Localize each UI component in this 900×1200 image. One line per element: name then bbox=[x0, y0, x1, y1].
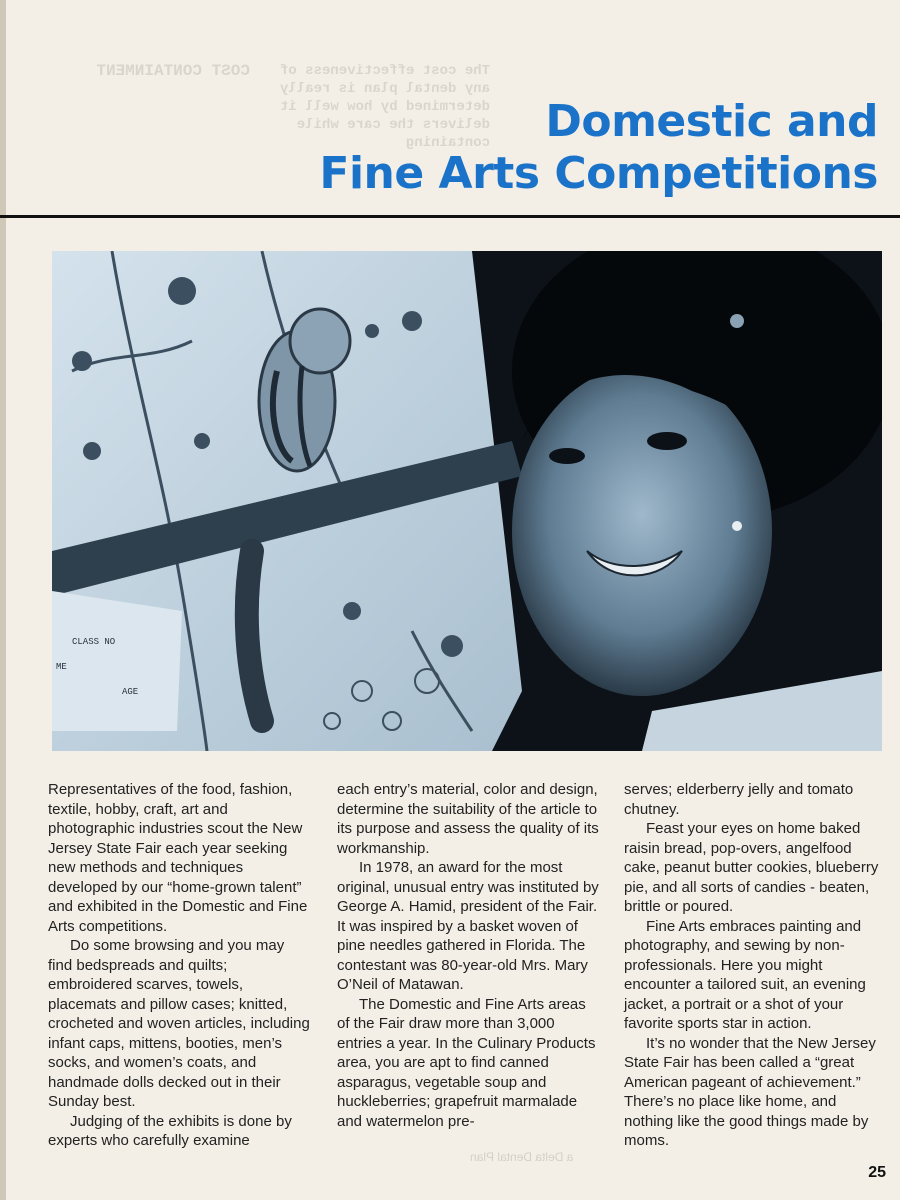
article-column-2 bbox=[337, 780, 599, 1131]
entry-card-age: AGE bbox=[122, 687, 139, 697]
paragraph: Representatives of the food, fashion, textile, hobby, craft, art and photographic industries scout the New Jersey State Fair each year seeking new methods and techniques developed by our “home-grown talent” and exhibited in the Domestic and Fine Arts competitions. bbox=[48, 781, 308, 935]
paragraph: Judging of the exhibits is done by experts who carefully examine bbox=[48, 1112, 292, 1149]
show-through-right: COST CONTAINMENT bbox=[96, 62, 250, 80]
paragraph: Fine Arts embraces painting and photography, and sewing by non-professionals. Here you might encounter a tailored suit, an evening jacket, a portrait or a shot of your favorite sports star in action. bbox=[624, 917, 866, 1032]
article-column-1 bbox=[48, 780, 310, 1151]
article-title bbox=[278, 96, 878, 200]
article-photo bbox=[52, 251, 882, 751]
paragraph: serves; elderberry jelly and tomato chutney. bbox=[624, 781, 854, 818]
paragraph: Do some browsing and you may find bedspreads and quilts; embroidered scarves, towels, placemats and pillow cases; knitted, crocheted and woven articles, including infant caps, mittens, booties, men’s socks, and women’s coats, and handmade dolls decked out in their Sunday best. bbox=[48, 937, 310, 1110]
paragraph: It’s no wonder that the New Jersey State Fair has been called a “great American pageant of achievement.” There’s no place like home, and nothing like the good things made by moms. bbox=[624, 1034, 876, 1149]
paragraph: In 1978, an award for the most original, unusual entry was instituted by George A. Hamid, president of the Fair. It was inspired by a basket woven of pine needles gathered in Florida. The contestant was 80-year-old Mrs. Mary O’Neil of Matawan. bbox=[337, 859, 599, 993]
woman-portrait bbox=[512, 366, 772, 696]
entry-card-class: CLASS NO bbox=[72, 637, 116, 647]
paragraph: each entry’s material, color and design, determine the suitability of the article to its purpose and assess the quality of its workmanship. bbox=[337, 781, 599, 857]
title-line-2: Fine Arts Competitions bbox=[319, 148, 878, 199]
show-through-left: The cost effectiveness of any dental plan is really determined by how well it delivers the care while containing bbox=[279, 63, 490, 151]
entry-card-name: ME bbox=[56, 662, 67, 672]
photo-illustration bbox=[52, 251, 882, 751]
title-line-1: Domestic and bbox=[545, 96, 878, 147]
title-divider bbox=[0, 215, 900, 218]
show-through-bottom: a Delta Dental Plan bbox=[470, 1150, 574, 1164]
paragraph: The Domestic and Fine Arts areas of the Fair draw more than 3,000 entries a year. In the Culinary Products area, you are apt to find canned asparagus, vegetable soup and huckleberries; grapefruit marmalade and watermelon pre- bbox=[337, 995, 596, 1130]
page-number: 25 bbox=[868, 1164, 886, 1181]
entry-card bbox=[52, 591, 182, 731]
article-column-3 bbox=[624, 780, 886, 1151]
page-edge bbox=[0, 0, 6, 1200]
paragraph: Feast your eyes on home baked raisin bread, pop-overs, angelfood cake, peanut butter cookies, blueberry pie, and all sorts of candies - beaten, brittle or poured. bbox=[624, 820, 879, 915]
